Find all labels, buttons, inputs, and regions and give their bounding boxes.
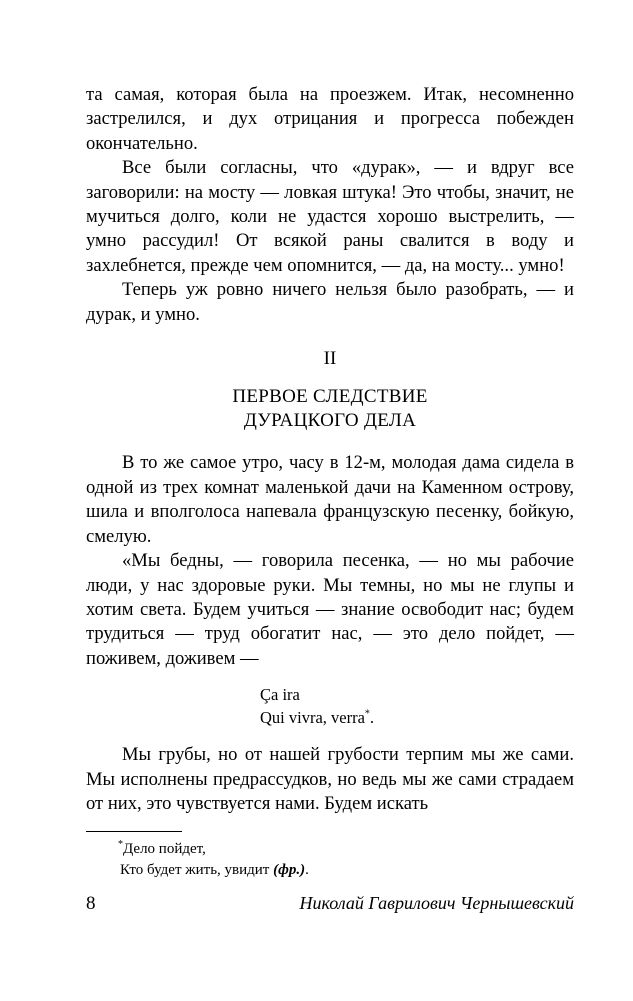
- footnote-text: Кто будет жить, увидит: [120, 862, 270, 878]
- paragraph: Все были согласны, что «дурак», — и вдруг все заговорили: на мосту — ловкая штука! Это чтобы, значит, не мучиться долго, коли не удастся хорошо выстрелить, — умно рассудил! От всякой раны свалится в воду и захлебнется, прежде чем опомнится, — да, на мосту... умно!: [86, 157, 574, 276]
- main-text: [86, 83, 574, 816]
- footnote: [118, 839, 538, 881]
- paragraph: Теперь уж ровно ничего нельзя было разобрать, — и дурак, и умно.: [86, 279, 574, 325]
- footnote-language-note: (фр.): [273, 862, 306, 878]
- chapter-number: II: [323, 348, 337, 370]
- running-footer-author: Николай Гаврилович Чернышевский: [299, 893, 574, 913]
- verse-line-text: Qui vivra, verra: [260, 708, 365, 728]
- song-verse: [260, 683, 574, 729]
- paragraph: «Мы бедны, — говорила песенка, — но мы рабочие люди, у нас здоровые руки. Мы темны, но мы не глупы и хотим света. Будем учиться — знание освободит нас; будем трудиться — труд обогатит нас, — это дело пойдет, — поживем, доживем —: [86, 550, 574, 669]
- footnote-period: .: [305, 862, 309, 878]
- verse-line: Ça ira: [260, 685, 300, 705]
- paragraph: В то же самое утро, часу в 12-м, молодая дама сидела в одной из трех комнат маленькой дачи на Каменном острову, шила и вполголоса напевала французскую песенку, бойкую, смелую.: [86, 452, 574, 547]
- page-number: 8: [86, 893, 96, 914]
- chapter-title: [86, 385, 574, 433]
- paragraph: Мы грубы, но от нашей грубости терпим мы же сами. Мы исполнены предрассудков, но ведь мы же сами страдаем от них, это чувствуется нами. Будем искать: [86, 744, 574, 814]
- footnote-marker: *: [364, 708, 370, 720]
- chapter-title-line: ДУРАЦКОГО ДЕЛА: [243, 410, 417, 432]
- footnote-rule: [86, 831, 182, 832]
- paragraph: та самая, которая была на проезжем. Итак, несомненно застрелился, и дух отрицания и прогресса побежден окончательно.: [86, 84, 574, 154]
- chapter-title-line: ПЕРВОЕ СЛЕДСТВИЕ: [232, 386, 428, 408]
- footnote-marker: *: [118, 839, 123, 850]
- footnote-text: Дело пойдет,: [123, 841, 206, 857]
- footnote-line: [118, 839, 538, 860]
- footnote-line: [120, 860, 538, 881]
- verse-line: Qui vivra, verra*.: [260, 708, 375, 728]
